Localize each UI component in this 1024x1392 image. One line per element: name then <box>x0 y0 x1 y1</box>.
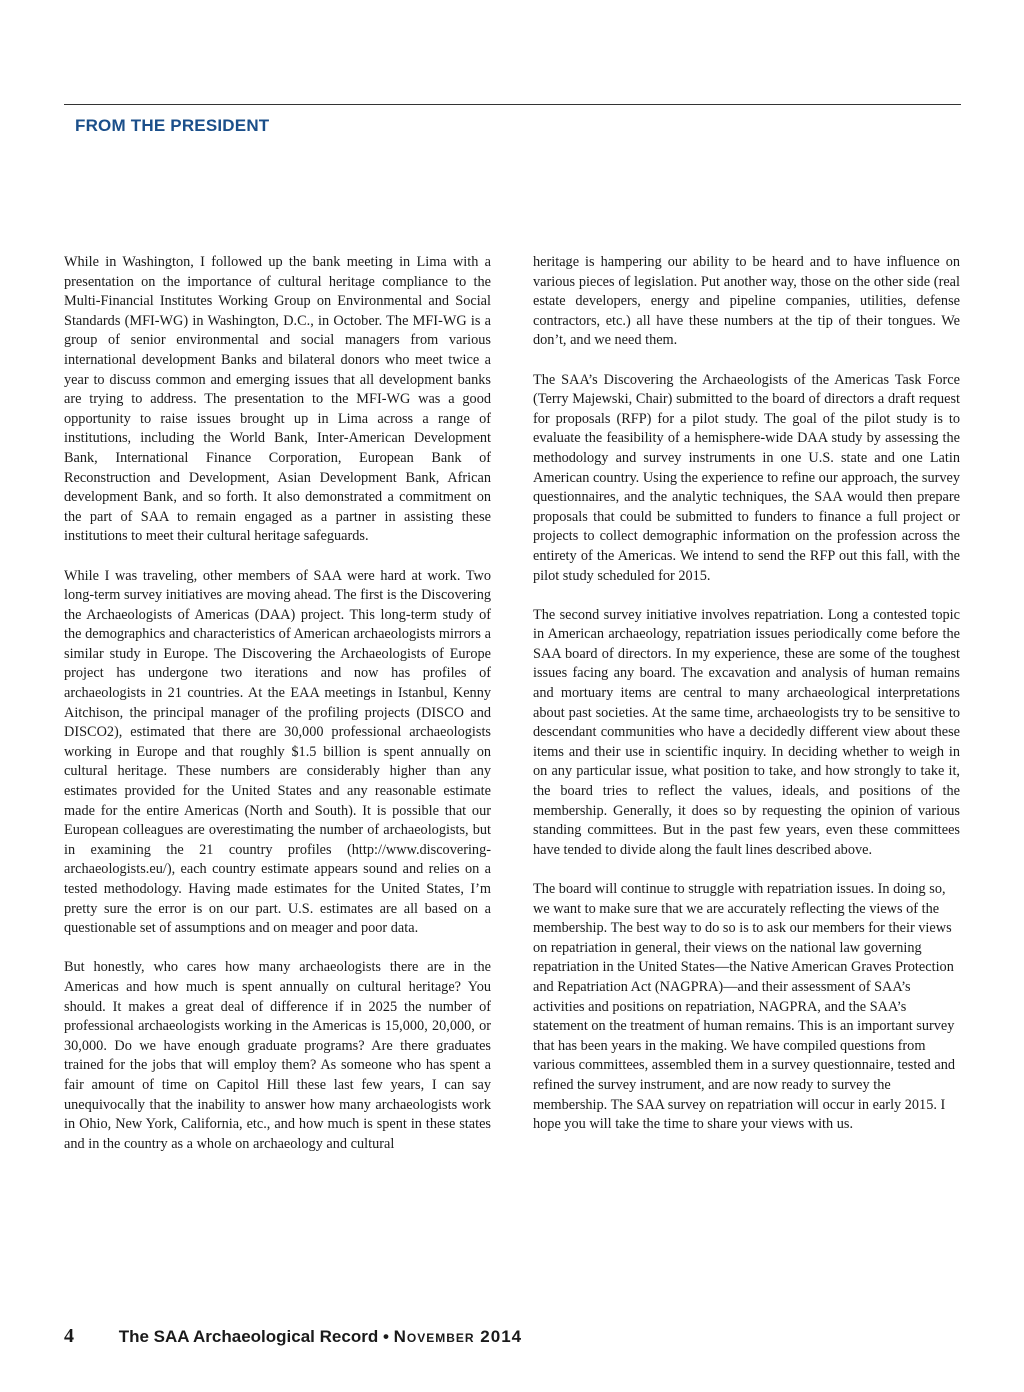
footer-separator: • <box>382 1327 389 1346</box>
left-column <box>64 253 491 1174</box>
publication-title: The SAA Archaeological Record <box>118 1327 379 1346</box>
paragraph-repatriation-survey: The board will continue to struggle with repatriation issues. In doing so, we want to make sure that we are accurately reflecting the views of the membership. The best way to do so is to ask our members for their views on repatriation in general, their views on the national law governing repatriation in the United States—the Native American Graves Protection and Repatriation Act (NAGPRA)—and their assessment of SAA’s activities and positions on repatriation, NAGPRA, and the SAA’s statement on the treatment of human remains. This is an important survey that has been years in the making. We have compiled questions from various committees, assembled them in a survey questionnaire, tested and refined the survey instrument, and are now ready to survey the membership. The SAA survey on repatriation will occur in early 2015. I hope you will take the time to share your views with us. <box>533 881 956 1133</box>
paragraph-mfi-wg: While in Washington, I followed up the bank meeting in Lima with a presentation on the importance of cultural heritage compliance to the Multi-Financial Institutes Working Group on Environmental and Social Standards (MFI-WG) in Washington, D.C., in October. The MFI-WG is a group of senior environmental and social managers from various international development Banks and bilateral donors who meet twice a year to discuss common and emerging issues that all development banks are trying to address. The presentation to the MFI-WG was a good opportunity to raise issues brought up in Lima across a range of institutions, including the World Bank, Inter-American Development Bank, International Finance Corporation, European Bank of Reconstruction and Development, Asian Development Bank, African development Bank, and so forth. It also demonstrated a commitment on the part of SAA to remain engaged as a partner in assisting these institutions to meet their cultural heritage safeguards. <box>64 254 491 545</box>
header-rule <box>64 104 961 105</box>
paragraph-why-it-matters: But honestly, who cares how many archaeologists there are in the Americas and how much is spent annually on cultural heritage? You should. It makes a great deal of difference if in 2025 the number of professional archaeologists working in the Americas is 15,000, 20,000, or 30,000. Do we have enough graduate programs? Are there graduates trained for the jobs that will employ them? As someone who has spent a fair amount of time on Capitol Hill these last few years, I can say unequivocally that the inability to answer how many archaeologists work in Ohio, New York, California, etc., and how much is spent in these states and in the country as a whole on archaeology and cultural <box>64 959 491 1152</box>
issue-date: November 2014 <box>393 1327 523 1346</box>
paragraph-daa-task-force: The SAA’s Discovering the Archaeologists of the Americas Task Force (Terry Majewski, Chair) submitted to the board of directors a draft request for proposals (RFP) for a pilot study. The goal of the pilot study is to evaluate the feasibility of a hemisphere-wide DAA study by assessing the methodology and survey instruments in one U.S. state and one Latin American country. Using the experience to refine our approach, the survey questionnaires, and the analytic techniques, the SAA would then prepare proposals that could be submitted to funders to finance a full project or projects to collect demographic information on the profession across the entirety of the Americas. We intend to send the RFP out this fall, with the pilot study scheduled for 2015. <box>533 371 961 584</box>
paragraph-heritage-legislation: heritage is hampering our ability to be heard and to have influence on various pieces of legislation. Put another way, those on the other side (real estate developers, energy and pipeline companies, utilities, defense contractors, etc.) all have these numbers at the tip of their tongues. We don’t, and we need them. <box>533 254 960 349</box>
section-label: FROM THE PRESIDENT <box>75 116 270 135</box>
page-number: 4 <box>64 1325 74 1347</box>
page-footer <box>64 1325 764 1348</box>
right-column <box>533 253 960 1154</box>
paragraph-repatriation: The second survey initiative involves repatriation. Long a contested topic in American archaeology, repatriation issues periodically come before the SAA board of directors. In my experience, these are some of the toughest issues facing any board. The excavation and analysis of human remains and mortuary items are central to many archaeological interpretations about past societies. At the same time, archaeologists try to be sensitive to descendant communities who have a decidedly different view about these items and their use in scientific inquiry. In deciding whether to weigh in on any particular issue, what position to take, and how strongly to take it, the board tries to reflect the values, ideals, and positions of the membership. Generally, it does so by requesting the opinion of various standing committees. But in the past few years, even these committees have tended to divide along the fault lines described above. <box>533 606 960 858</box>
paragraph-survey-initiatives: While I was traveling, other members of SAA were hard at work. Two long-term survey initiatives are moving ahead. The first is the Discovering the Archaeologists of Americas (DAA) project. This long-term study of the demographics and characteristics of American archaeologists mirrors a similar study in Europe. The Discovering the Archaeologists of Europe project has undergone two iterations and now has profiles of archaeologists in 21 countries. At the EAA meetings in Istanbul, Kenny Aitchison, the principal manager of the profiling projects (DISCO and DISCO2), estimated that there are 30,000 professional archaeologists working in Europe and that roughly $1.5 billion is spent annually on cultural heritage. These numbers are considerably higher than any estimates provided for the United States and any reasonable estimate made for the entire Americas (North and South). It is possible that our European colleagues are overestimating the number of archaeologists, but in examining the 21 country profiles (http://www.discovering-archaeologists.eu/), each country estimate appears sound and relies on a tested methodology. Having made estimates for the United States, I’m pretty sure the error is on our part. U.S. estimates are all based on a questionable set of assumptions and on meager and poor data. <box>64 567 491 937</box>
